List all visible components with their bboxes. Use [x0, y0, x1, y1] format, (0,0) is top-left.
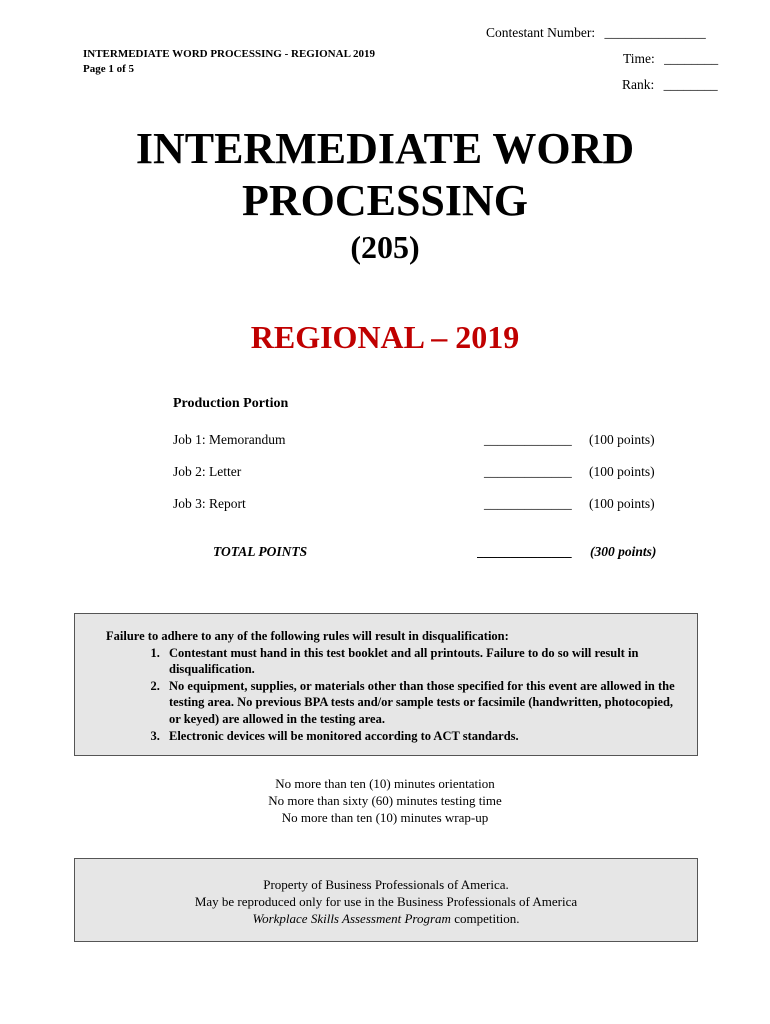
- rules-box: [74, 613, 698, 756]
- rank-blank: ________: [663, 77, 718, 92]
- time-field: [623, 51, 718, 67]
- timing-line: No more than ten (10) minutes wrap-up: [281, 810, 489, 825]
- program-name: Workplace Skills Assessment Program: [252, 911, 451, 926]
- rank-label: Rank:: [622, 77, 655, 92]
- job-points: (100 points): [589, 432, 655, 447]
- time-label: Time:: [623, 51, 655, 66]
- job-score-blank: _____________: [484, 496, 572, 511]
- rules-text: [106, 628, 686, 744]
- production-heading: Production Portion: [173, 396, 289, 411]
- job-score-blank: _____________: [484, 432, 572, 447]
- page-title-line1: INTERMEDIATE WORD: [135, 124, 635, 173]
- property-line3: [75, 910, 697, 927]
- time-blank: ________: [664, 51, 719, 66]
- job-score-blank: _____________: [484, 464, 572, 479]
- contestant-number-blank: _______________: [604, 25, 706, 40]
- regional-heading: REGIONAL – 2019: [250, 319, 520, 355]
- total-points-blank: ______________: [478, 544, 573, 559]
- property-line1: Property of Business Professionals of America.: [263, 877, 509, 892]
- property-line2: May be reproduced only for use in the Business Professionals of America: [194, 894, 578, 909]
- rules-intro: Failure to adhere to any of the following rules will result in disqualification:: [106, 629, 509, 643]
- job-label: Job 1: Memorandum: [173, 432, 286, 447]
- contestant-number-field: [486, 25, 706, 41]
- timing-line: No more than ten (10) minutes orientation: [275, 776, 495, 791]
- rule-item: 1. Contestant must hand in this test booklet and all printouts. Failure to do so will result in disqualification.: [163, 645, 686, 678]
- contestant-number-label: Contestant Number:: [486, 25, 596, 40]
- rule-item: 2. No equipment, supplies, or materials other than those specified for this event are allowed in the testing area. No previous BPA tests and/or sample tests or facsimile (handwritten, photocopied, or keyed) are allowed in the testing area.: [163, 678, 686, 728]
- job-label: Job 3: Report: [173, 496, 246, 511]
- timing-line: No more than sixty (60) minutes testing time: [268, 793, 502, 808]
- property-line3-rest: competition.: [450, 911, 520, 926]
- total-points-label: TOTAL POINTS: [213, 544, 308, 559]
- event-code: (205): [350, 229, 420, 265]
- job-label: Job 2: Letter: [173, 464, 242, 479]
- doc-header-title: INTERMEDIATE WORD PROCESSING - REGIONAL 2019: [83, 48, 376, 60]
- page-title-line2: PROCESSING: [241, 176, 529, 225]
- rule-item: 3. Electronic devices will be monitored according to ACT standards.: [163, 728, 686, 745]
- job-points: (100 points): [589, 464, 655, 479]
- rank-field: [622, 77, 718, 93]
- total-points-value: (300 points): [590, 544, 657, 559]
- property-box: [74, 858, 698, 942]
- page-info: Page 1 of 5: [83, 63, 135, 75]
- rules-list: [106, 645, 686, 745]
- job-points: (100 points): [589, 496, 655, 511]
